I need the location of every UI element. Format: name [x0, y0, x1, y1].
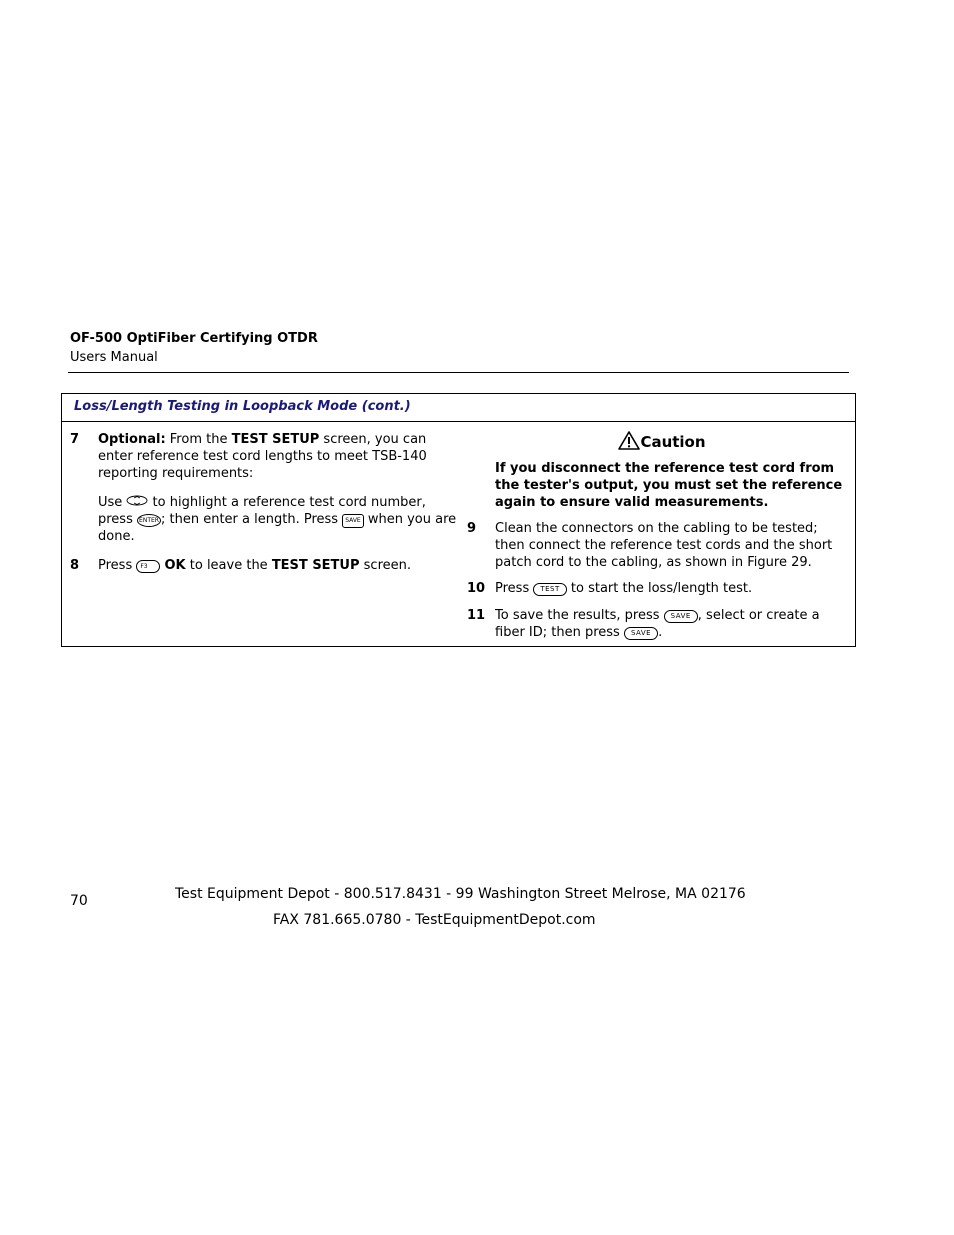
step-number: 10 — [467, 581, 486, 596]
step-text: screen, you can enter reference test cord lengths to meet TSB-140 reporting requirements: — [98, 432, 427, 481]
caution-title — [477, 431, 847, 451]
save-key-icon: SAVE — [664, 610, 698, 623]
step-10 — [467, 580, 847, 597]
step-number: 7 — [70, 432, 80, 447]
step-8 — [70, 557, 462, 574]
step-text: From the — [165, 432, 232, 447]
arrow-keys-icon — [126, 495, 148, 506]
table-heading-text: Loss/Length Testing in Loopback Mode (cont.) — [74, 399, 411, 414]
step-text: when you are done. — [98, 512, 457, 544]
save-key-icon: SAVE — [624, 627, 658, 640]
header-rule — [68, 372, 849, 373]
step-7-para-1 — [98, 431, 462, 482]
caution-title-text: Caution — [640, 433, 706, 451]
screen-name: TEST SETUP — [231, 432, 320, 447]
save-key-icon: SAVE — [342, 514, 364, 528]
ok-label: OK — [164, 558, 186, 573]
step-text: to start the loss/length test. — [566, 581, 753, 596]
test-key-icon: TEST — [533, 583, 566, 596]
step-number: 8 — [70, 558, 80, 573]
step-text: Press — [98, 558, 137, 573]
right-column — [467, 431, 847, 641]
enter-key-icon: ENTER — [137, 514, 161, 527]
f3-key-icon: F3 — [136, 560, 160, 573]
step-10-para — [495, 580, 847, 597]
screen-name: TEST SETUP — [271, 558, 360, 573]
step-8-para — [98, 557, 462, 574]
caution-text: If you disconnect the reference test cord from the tester's output, you must set the reference again to ensure valid measurements. — [495, 461, 843, 510]
step-text: To save the results, press — [495, 608, 664, 623]
step-11-para — [495, 607, 847, 641]
step-text: . — [658, 625, 663, 640]
step-text: ; then enter a length. Press — [161, 512, 343, 527]
step-9-para: Clean the connectors on the cabling to be tested; then connect the reference test cords and the short patch cord to the cabling, as shown in Figure 29. — [495, 521, 833, 570]
step-7-para-2 — [98, 494, 462, 545]
step-text: , select or create a fiber ID; then press — [495, 608, 820, 640]
step-text: to highlight a reference test cord number, press — [98, 495, 426, 527]
table-heading — [62, 394, 855, 422]
step-7 — [70, 431, 462, 545]
step-number: 11 — [467, 608, 486, 623]
step-text: screen. — [359, 558, 411, 573]
left-column — [70, 431, 462, 574]
step-9 — [467, 520, 847, 571]
optional-label: Optional: — [98, 432, 166, 447]
header-title: OF-500 OptiFiber Certifying OTDR — [70, 331, 318, 346]
step-number: 9 — [467, 521, 477, 536]
step-11 — [467, 607, 847, 641]
step-text: Press — [495, 581, 534, 596]
step-text: Use — [98, 495, 127, 510]
page-number: 70 — [70, 893, 88, 909]
warning-icon — [618, 431, 640, 450]
procedure-table — [61, 393, 856, 647]
footer-line-2: FAX 781.665.0780 - TestEquipmentDepot.com — [273, 912, 596, 928]
footer-line-1: Test Equipment Depot - 800.517.8431 - 99 Washington Street Melrose, MA 02176 — [175, 886, 746, 902]
header-subtitle: Users Manual — [70, 350, 158, 365]
step-text: to leave the — [185, 558, 272, 573]
